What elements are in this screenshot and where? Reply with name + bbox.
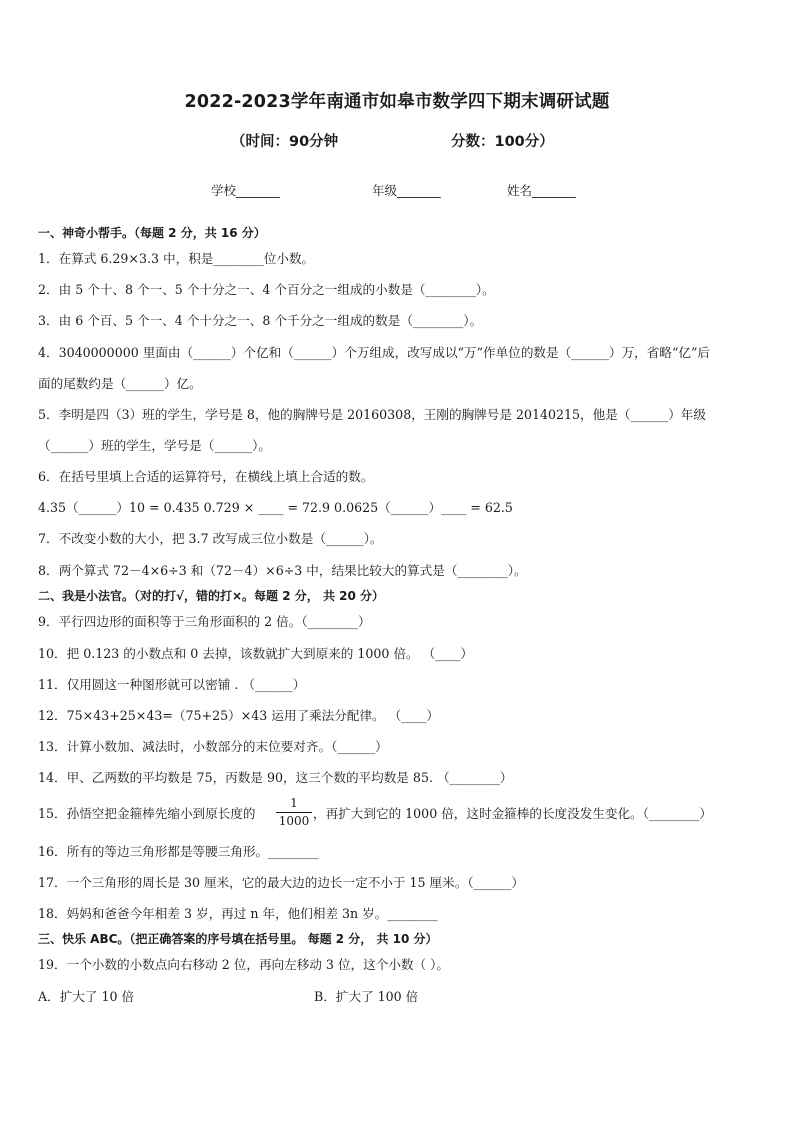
question-6: 6．在括号里填上合适的运算符号，在横线上填上合适的数。 [38,469,374,484]
question-11: 11．仅用圆这一种图形就可以密铺 . （______） [38,677,306,692]
question-4-line2: 面的尾数约是（______）亿。 [38,376,202,391]
question-19-option-a: A．扩大了 10 倍 [38,989,135,1004]
question-8: 8．两个算式 72－4×6÷3 和（72－4）×6÷3 中，结果比较大的算式是（________）。 [38,563,527,578]
question-19-option-b: B．扩大了 100 倍 [314,989,419,1004]
question-14: 14．甲、乙两数的平均数是 75，丙数是 90，这三个数的平均数是 85. （________） [38,770,513,785]
question-9: 9．平行四边形的面积等于三角形面积的 2 倍。（________） [38,614,371,629]
question-5-line1: 5．李明是四（3）班的学生，学号是 8，他的胸牌号是 20160308，王刚的胸牌号是 20140215，他是（______）年级 [38,407,706,422]
question-7: 7．不改变小数的大小，把 3.7 改写成三位小数是（______）。 [38,531,383,546]
fraction-denominator: 1000 [278,814,310,828]
section1-heading: 一、神奇小帮手。（每题 2 分，共 16 分） [38,226,266,240]
section3-heading: 三、快乐 ABC。（把正确答案的序号填在括号里。 每题 2 分， 共 10 分） [38,932,438,946]
question-18: 18．妈妈和爸爸今年相差 3 岁，再过 n 年，他们相差 3n 岁。________ [38,906,438,921]
name-field: 姓名_______ [507,183,576,198]
question-13: 13．计算小数加、减法时，小数部分的末位要对齐。（______） [38,739,388,754]
question-15-part1: 15．孙悟空把金箍棒先缩小到原长度的 [38,806,256,821]
question-5-line2: （______）班的学生，学号是（______）。 [38,438,271,453]
question-12: 12．75×43+25×43=（75+25）×43 运用了乘法分配律。 （____） [38,708,440,723]
grade-field: 年级_______ [372,183,441,198]
fraction-one-thousandth [276,796,312,828]
question-1: 1．在算式 6.29×3.3 中，积是________位小数。 [38,251,315,266]
question-17: 17．一个三角形的周长是 30 厘米，它的最大边的边长一定不小于 15 厘米。（______） [38,875,524,890]
school-field: 学校_______ [211,183,280,198]
exam-score: 分数：100分） [451,134,554,150]
question-19: 19．一个小数的小数点向右移动 2 位，再向左移动 3 位，这个小数（ ）。 [38,957,449,972]
question-6-equations: 4.35（______）10 = 0.435 0.729 × ____ = 72.9 0.0625（______）____ = 62.5 [38,500,513,515]
page-title: 2022-2023学年南通市如皋市数学四下期末调研试题 [184,92,610,112]
fraction-bar [276,812,312,813]
question-2: 2．由 5 个十、8 个一、5 个十分之一、4 个百分之一组成的小数是（________）。 [38,282,495,297]
question-10: 10．把 0.123 的小数点和 0 去掉，该数就扩大到原来的 1000 倍。 （____） [38,646,474,661]
section2-heading: 二、我是小法官。（对的打√，错的打×。每题 2 分， 共 20 分） [38,589,384,603]
exam-time: （时间：90分钟 [231,134,339,150]
fraction-numerator: 1 [290,796,298,810]
question-4-line1: 4．3040000000 里面由（______）个亿和（______）个万组成，改写成以“万”作单位的数是（______）万，省略“亿”后 [38,345,711,360]
question-3: 3．由 6 个百、5 个一、4 个十分之一、8 个千分之一组成的数是（________）。 [38,313,483,328]
question-15-part2: ，再扩大到它的 1000 倍，这时金箍棒的长度没发生变化。（________） [313,806,712,821]
question-16: 16．所有的等边三角形都是等腰三角形。________ [38,844,319,859]
